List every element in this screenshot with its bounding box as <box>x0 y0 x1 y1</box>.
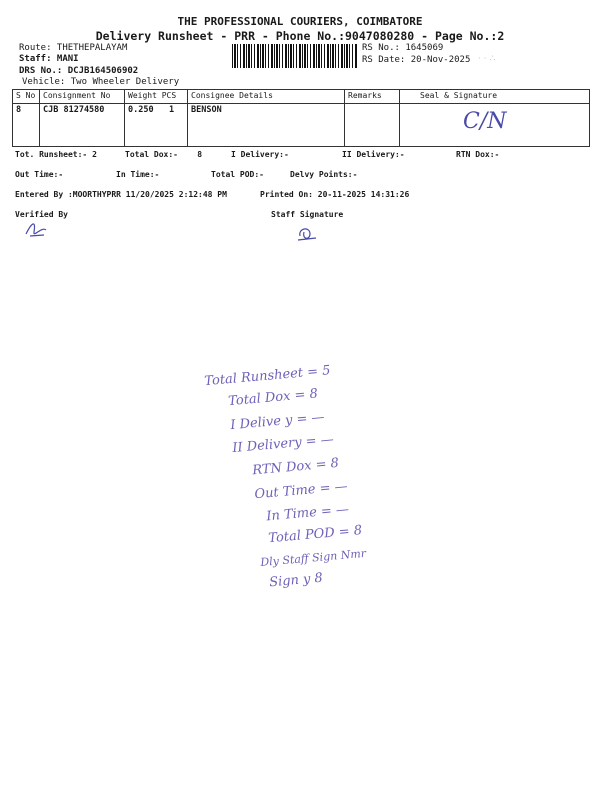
drs-number: DRS No.: DCJB164506902 <box>19 66 139 76</box>
cell-consignee: BENSON <box>188 104 345 147</box>
verified-by-label: Verified By <box>15 210 68 219</box>
ii-delivery: II Delivery:- <box>342 150 405 159</box>
hw-line: I Delive y = — <box>229 409 326 434</box>
hw-line: Total Runsheet = 5 <box>203 363 332 390</box>
runsheet-subtitle: Delivery Runsheet - PRR - Phone No.:9047080280 - Page No.:2 <box>95 29 505 43</box>
vehicle: Vehicle: Two Wheeler Delivery <box>22 77 180 87</box>
handwritten-summary-stamp <box>195 349 394 594</box>
col-weight-pcs: Weight PCS <box>125 90 188 104</box>
company-name: THE PROFESSIONAL COURIERS, COIMBATORE <box>177 15 423 28</box>
i-delivery: I Delivery:- <box>231 150 289 159</box>
runsheet-table <box>12 89 590 147</box>
cell-remarks <box>345 104 400 147</box>
total-runsheet: Tot. Runsheet:- 2 <box>15 150 97 159</box>
rs-number: RS No.: 1645069 <box>362 43 444 53</box>
out-time: Out Time:- <box>15 170 64 179</box>
barcode <box>232 44 358 68</box>
hw-line: Total POD = 8 <box>267 523 363 547</box>
col-remarks: Remarks <box>345 90 400 104</box>
cell-weight-pcs <box>125 104 188 147</box>
table-header-row <box>13 90 590 104</box>
entered-by: Entered By :MOORTHYPRR 11/20/2025 2:12:48 PM <box>15 190 227 199</box>
staff-signature-label: Staff Signature <box>271 210 344 219</box>
cell-seal <box>400 104 590 147</box>
cell-consignment: CJB 81274580 <box>40 104 125 147</box>
staff-signature-icon <box>294 222 322 244</box>
in-time: In Time:- <box>116 170 160 179</box>
hw-line: Total Dox = 8 <box>227 386 319 410</box>
delvy-points: Delvy Points:- <box>290 170 358 179</box>
route: Route: THETHEPALAYAM <box>19 43 128 53</box>
verifier-signature-icon <box>22 218 52 240</box>
hw-line: II Delivery = — <box>231 432 335 457</box>
total-dox: Total Dox:- 8 <box>125 150 203 159</box>
total-pod: Total POD:- <box>211 170 264 179</box>
rs-date: RS Date: 20-Nov-2025 <box>362 55 471 65</box>
seal-handwriting: C/N <box>463 109 507 134</box>
cell-sno: 8 <box>13 104 40 147</box>
col-sno: S No <box>13 90 40 104</box>
hw-line: RTN Dox = 8 <box>251 455 340 479</box>
col-consignment: Consignment No <box>40 90 125 104</box>
table-row <box>13 104 590 147</box>
hw-line: Sign y 8 <box>268 570 324 591</box>
hw-line: Dly Staff Sign Nmr <box>259 546 367 570</box>
staff: Staff: MANI <box>19 54 79 64</box>
faint-mark: · · ∴ <box>478 54 496 64</box>
printed-on: Printed On: 20-11-2025 14:31:26 <box>260 190 410 199</box>
hw-line: Out Time = — <box>253 479 349 503</box>
rtn-dox: RTN Dox:- <box>456 150 500 159</box>
col-seal: Seal & Signature <box>400 90 590 104</box>
cell-weight: 0.250 <box>128 105 154 115</box>
col-consignee: Consignee Details <box>188 90 345 104</box>
cell-pcs: 1 <box>168 105 175 115</box>
hw-line: In Time = — <box>265 502 350 525</box>
